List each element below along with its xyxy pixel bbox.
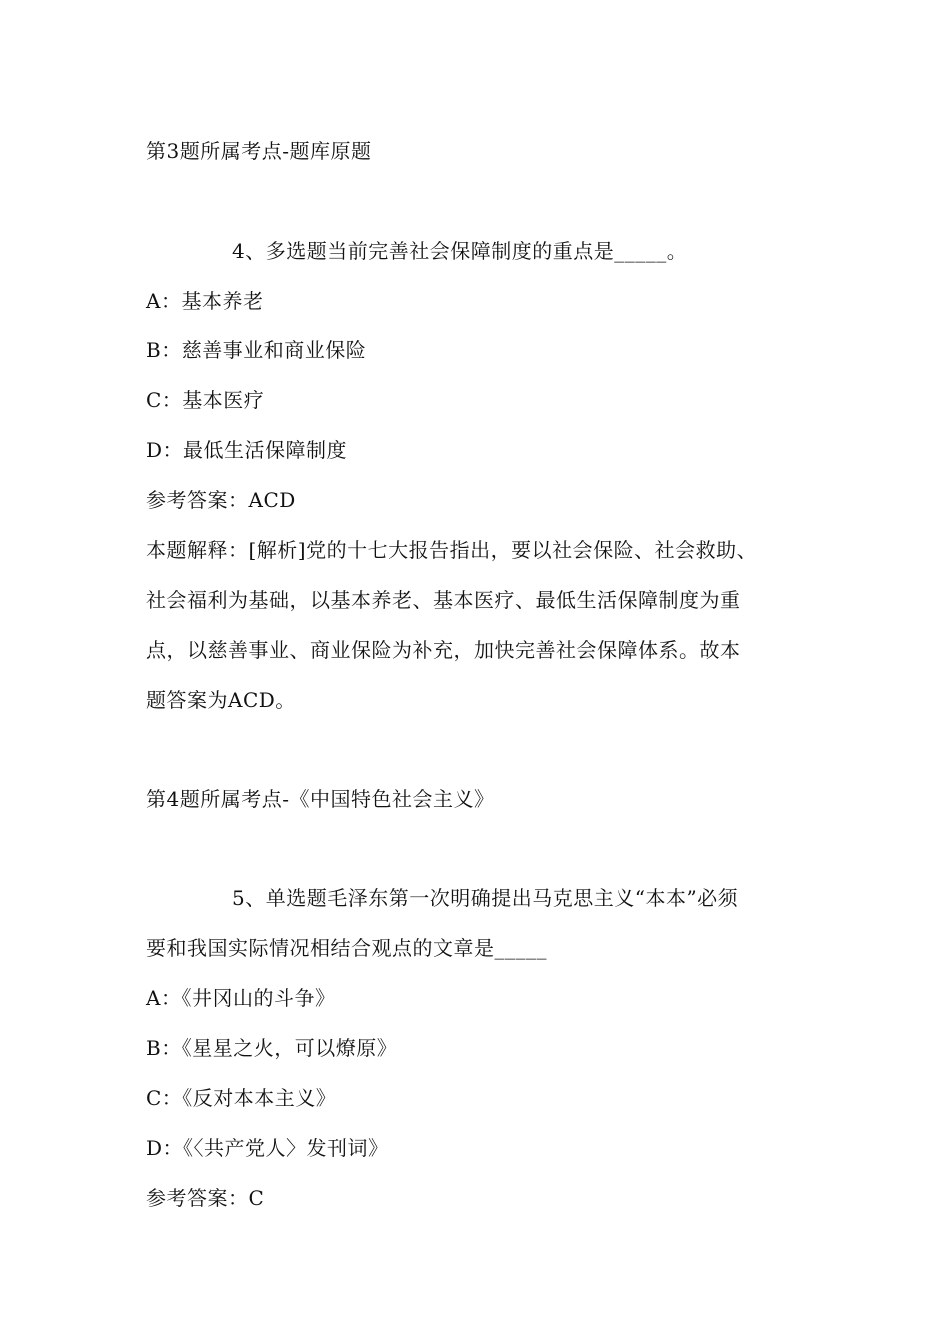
q4-explanation-line: 点，以慈善事业、商业保险为补充，加快完善社会保障体系。故本	[146, 638, 741, 662]
q5-answer: 参考答案：C	[146, 1186, 265, 1210]
q5-option-a: A：《井冈山的斗争》	[146, 986, 336, 1010]
q4-answer: 参考答案：ACD	[146, 488, 296, 512]
q5-stem-line2: 要和我国实际情况相结合观点的文章是_____	[146, 936, 547, 960]
q4-option-b: B：慈善事业和商业保险	[146, 338, 367, 362]
q4-explanation-line: 题答案为ACD。	[146, 688, 296, 712]
q5-option-d: D：《〈共产党人〉发刊词》	[146, 1136, 389, 1160]
q4-option-a: A：基本养老	[146, 289, 264, 313]
q4-option-d: D：最低生活保障制度	[146, 438, 348, 462]
q4-explanation-line: 社会福利为基础，以基本养老、基本医疗、最低生活保障制度为重	[146, 588, 741, 612]
q4-option-c: C：基本医疗	[146, 388, 265, 412]
q3-kaodian: 第3题所属考点-题库原题	[146, 139, 372, 163]
q4-explanation-line: 本题解释：[解析]党的十七大报告指出，要以社会保险、社会救助、	[146, 538, 758, 562]
q4-stem: 4、多选题当前完善社会保障制度的重点是_____。	[232, 239, 688, 263]
q4-kaodian: 第4题所属考点-《中国特色社会主义》	[146, 787, 495, 811]
q5-stem-line1: 5、单选题毛泽东第一次明确提出马克思主义“本本”必须	[232, 886, 739, 910]
q5-option-c: C：《反对本本主义》	[146, 1086, 337, 1110]
q5-option-b: B：《星星之火，可以燎原》	[146, 1036, 398, 1060]
